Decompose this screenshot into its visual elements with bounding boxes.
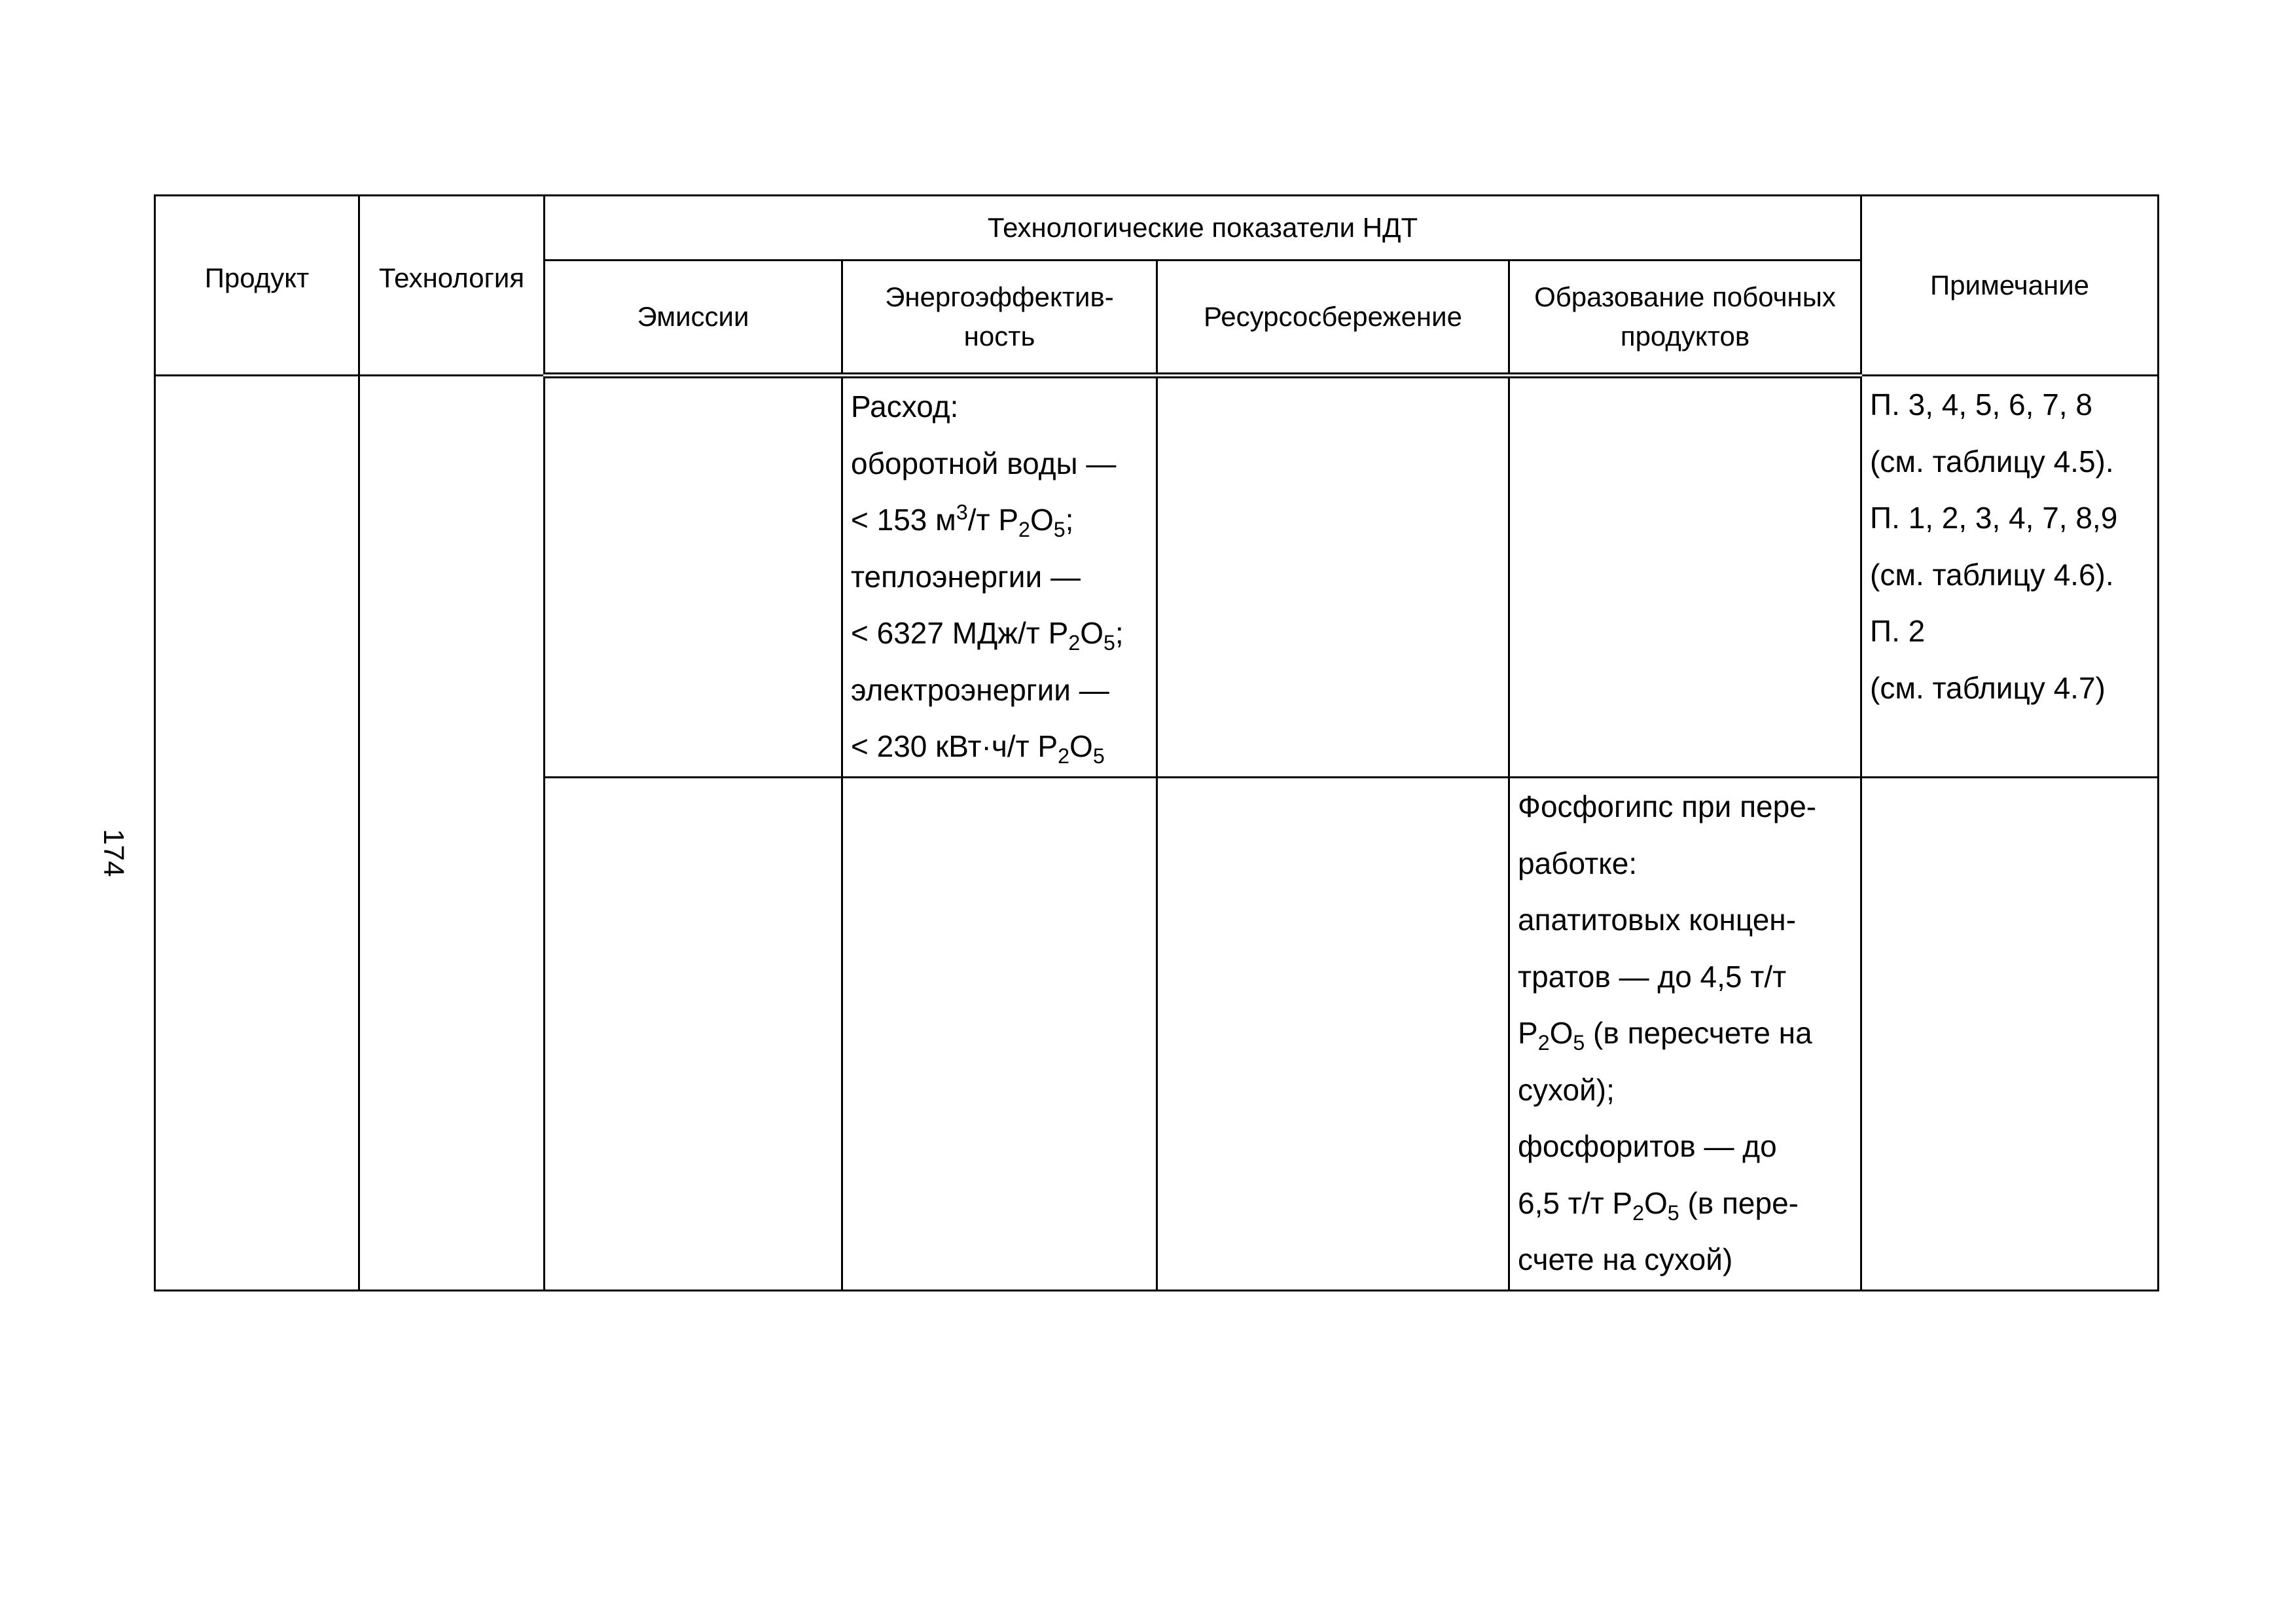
byproducts-line: апатитовых концен-	[1518, 903, 1797, 937]
energy-line: электроэнергии —	[851, 672, 1109, 707]
note-line: П. 2	[1870, 614, 1926, 648]
header-emissions: Эмиссии	[545, 261, 842, 376]
header-ndt-indicators: Технологические показатели НДТ	[545, 196, 1861, 261]
energy-line: Расход:	[851, 389, 959, 424]
cell-energy-efficiency	[842, 778, 1157, 1291]
note-line: П. 3, 4, 5, 6, 7, 8	[1870, 388, 2092, 422]
byproducts-line: $P_2O_5$ (в пересчете на	[1518, 1016, 1812, 1055]
note-line: П. 1, 2, 3, 4, 7, 8,9	[1870, 501, 2118, 535]
energy-line: < 153 $м^3/т$ $P_2O_5$;	[851, 500, 1074, 542]
energy-line: теплоэнергии —	[851, 559, 1081, 594]
note-line: (см. таблицу 4.5).	[1870, 444, 2114, 478]
header-product: Продукт	[155, 196, 359, 376]
page-number: 174	[98, 829, 130, 877]
header-note: Примечание	[1861, 196, 2159, 376]
table-row	[155, 376, 2159, 778]
cell-resource-saving	[1157, 376, 1509, 778]
cell-byproducts	[1509, 778, 1861, 1291]
cell-energy-efficiency	[842, 376, 1157, 778]
cell-resource-saving	[1157, 778, 1509, 1291]
header-resource-saving: Ресурсосбережение	[1157, 261, 1509, 376]
byproducts-line: счете на сухой)	[1518, 1242, 1733, 1276]
cell-emissions	[545, 778, 842, 1291]
page-number-container	[94, 817, 133, 889]
header-energy-efficiency	[842, 261, 1157, 376]
byproducts-line: фосфоритов — до	[1518, 1129, 1777, 1163]
cell-byproducts	[1509, 376, 1861, 778]
header-byproducts-line-1: Образование побочных	[1534, 281, 1836, 312]
header-byproducts	[1509, 261, 1861, 376]
energy-line: оборотной воды —	[851, 446, 1117, 480]
cell-note	[1861, 376, 2159, 778]
header-energy-line-1: Энергоэффектив-	[885, 281, 1114, 312]
energy-line: < 6327 МДж/т $P_2O_5$;	[851, 616, 1124, 655]
byproducts-line: 6,5 т/т $P_2O_5$ (в пере-	[1518, 1185, 1799, 1225]
header-byproducts-line-2: продуктов	[1620, 321, 1750, 352]
byproducts-line: сухой);	[1518, 1072, 1615, 1107]
cell-product	[155, 376, 359, 1291]
note-line: (см. таблицу 4.6).	[1870, 557, 2114, 592]
header-energy-line-2: ность	[963, 321, 1035, 352]
cell-emissions	[545, 376, 842, 778]
cell-note	[1861, 778, 2159, 1291]
ndt-indicators-table	[154, 194, 2159, 1291]
note-line: (см. таблицу 4.7)	[1870, 670, 2106, 705]
byproducts-line: Фосфогипс при пере-	[1518, 789, 1817, 823]
cell-technology	[359, 376, 545, 1291]
byproducts-line: тратов — до 4,5 т/т	[1518, 959, 1787, 994]
header-technology: Технология	[359, 196, 545, 376]
byproducts-line: работке:	[1518, 846, 1638, 880]
energy-line: < 230 кВт·ч/т $P_2O_5$	[851, 729, 1105, 768]
header-row-1	[155, 196, 2159, 261]
